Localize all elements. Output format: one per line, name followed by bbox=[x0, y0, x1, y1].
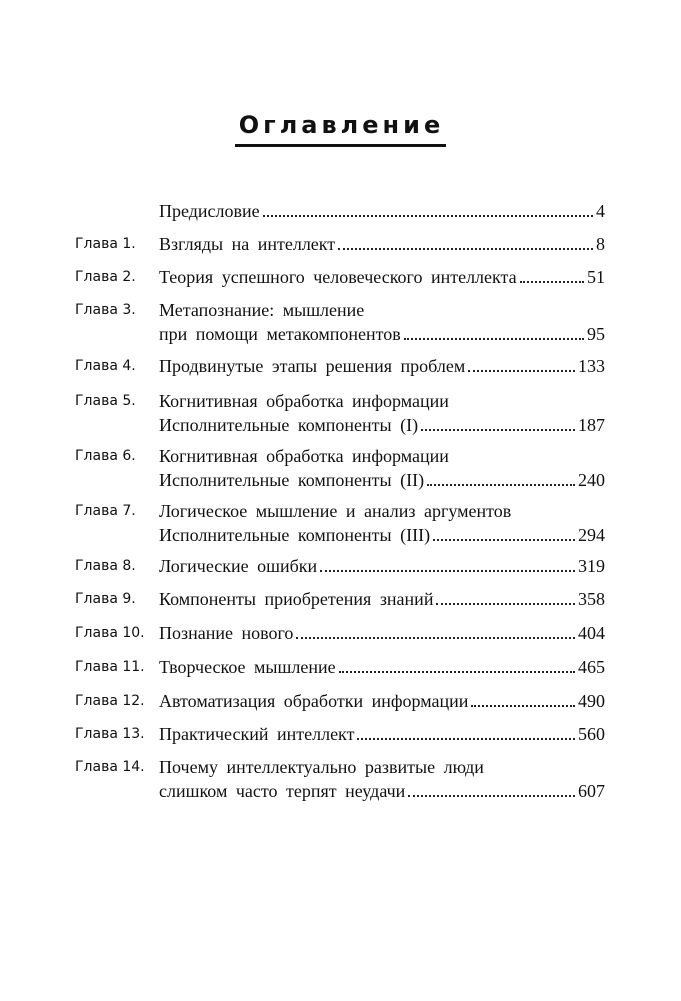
toc-line-with-page bbox=[159, 412, 605, 438]
dot-leader bbox=[263, 198, 593, 224]
toc-chapter-number: Глава 5. bbox=[75, 393, 136, 409]
toc-page-number: 560 bbox=[578, 724, 605, 744]
toc-entry-title: Теория успешного человеческого интеллекта bbox=[159, 267, 517, 287]
toc-line bbox=[159, 388, 605, 414]
toc-line-with-page bbox=[159, 654, 605, 680]
dot-leader bbox=[468, 353, 575, 379]
toc-chapter-number: Глава 4. bbox=[75, 358, 136, 374]
toc-page-number: 187 bbox=[578, 415, 605, 435]
toc-entry-title: слишком часто терпят неудачи bbox=[159, 781, 406, 801]
toc-entry-title: Практический интеллект bbox=[159, 724, 355, 744]
toc-page-number: 240 bbox=[578, 470, 605, 490]
toc-page-number: 133 bbox=[578, 356, 605, 376]
toc-entry-title: Логические ошибки bbox=[159, 556, 318, 576]
dot-leader bbox=[427, 467, 575, 493]
toc-entry-title: Почему интеллектуально развитые люди bbox=[159, 757, 484, 777]
toc-chapter-number: Глава 2. bbox=[75, 269, 136, 285]
toc-line bbox=[159, 754, 605, 780]
dot-leader bbox=[357, 721, 575, 747]
toc-line bbox=[159, 443, 605, 469]
toc-page-number: 358 bbox=[578, 589, 605, 609]
dot-leader bbox=[471, 688, 575, 714]
dot-leader bbox=[338, 231, 593, 257]
toc-line-with-page bbox=[159, 198, 605, 224]
toc-line-with-page bbox=[159, 778, 605, 804]
toc-chapter-number: Глава 12. bbox=[75, 693, 145, 709]
dot-leader bbox=[436, 586, 575, 612]
toc-entry-title: Автоматизация обработки информации bbox=[159, 691, 469, 711]
page-title-text: Оглавление bbox=[235, 108, 446, 147]
dot-leader bbox=[408, 778, 575, 804]
toc-line-with-page bbox=[159, 231, 605, 257]
toc-line-with-page bbox=[159, 522, 605, 548]
toc-chapter-number: Глава 9. bbox=[75, 591, 136, 607]
toc-line-with-page bbox=[159, 321, 605, 347]
toc-line-with-page bbox=[159, 353, 605, 379]
toc-entry-title: Исполнительные компоненты (II) bbox=[159, 470, 425, 490]
dot-leader bbox=[421, 412, 575, 438]
toc-entry-title: Исполнительные компоненты (III) bbox=[159, 525, 431, 545]
toc-entry-title: Метапознание: мышление bbox=[159, 300, 365, 320]
toc-chapter-number: Глава 1. bbox=[75, 236, 136, 252]
toc-page-number: 404 bbox=[578, 623, 605, 643]
toc-chapter-number: Глава 10. bbox=[75, 625, 145, 641]
toc-page-number: 319 bbox=[578, 556, 605, 576]
toc-page-number: 4 bbox=[596, 201, 605, 221]
toc-chapter-number: Глава 6. bbox=[75, 448, 136, 464]
toc-page-number: 51 bbox=[587, 267, 605, 287]
dot-leader bbox=[404, 321, 584, 347]
toc-line bbox=[159, 498, 605, 524]
page-title bbox=[0, 108, 681, 147]
toc-entry-title: Когнитивная обработка информации bbox=[159, 446, 449, 466]
toc-chapter-number: Глава 3. bbox=[75, 302, 136, 318]
toc-chapter-number: Глава 14. bbox=[75, 759, 145, 775]
toc-entry-title: Продвинутые этапы решения проблем bbox=[159, 356, 466, 376]
toc-page-number: 8 bbox=[596, 234, 605, 254]
toc-line-with-page bbox=[159, 586, 605, 612]
toc-page-number: 465 bbox=[578, 657, 605, 677]
toc-chapter-number: Глава 7. bbox=[75, 503, 136, 519]
dot-leader bbox=[339, 654, 575, 680]
toc-line-with-page bbox=[159, 264, 605, 290]
toc-entry-title: Логическое мышление и анализ аргументов bbox=[159, 501, 512, 521]
toc-entry-title: Взгляды на интеллект bbox=[159, 234, 336, 254]
toc-line-with-page bbox=[159, 721, 605, 747]
dot-leader bbox=[520, 264, 584, 290]
toc-chapter-number: Глава 11. bbox=[75, 659, 145, 675]
dot-leader bbox=[433, 522, 575, 548]
toc-chapter-number: Глава 13. bbox=[75, 726, 145, 742]
toc-entry-title: Компоненты приобретения знаний bbox=[159, 589, 434, 609]
toc-entry-title: Предисловие bbox=[159, 201, 260, 221]
toc-entry-title: Когнитивная обработка информации bbox=[159, 391, 449, 411]
dot-leader bbox=[296, 620, 575, 646]
toc-line-with-page bbox=[159, 620, 605, 646]
dot-leader bbox=[320, 553, 575, 579]
toc-entry-title: Творческое мышление bbox=[159, 657, 336, 677]
toc-entry-title: Исполнительные компоненты (I) bbox=[159, 415, 419, 435]
toc-chapter-number: Глава 8. bbox=[75, 558, 136, 574]
toc-line-with-page bbox=[159, 688, 605, 714]
toc-entry-title: при помощи метакомпонентов bbox=[159, 324, 401, 344]
toc-line-with-page bbox=[159, 467, 605, 493]
toc-page-number: 95 bbox=[587, 324, 605, 344]
toc-page-number: 607 bbox=[578, 781, 605, 801]
toc-page-number: 490 bbox=[578, 691, 605, 711]
toc-line bbox=[159, 297, 605, 323]
toc-line-with-page bbox=[159, 553, 605, 579]
toc-page-number: 294 bbox=[578, 525, 605, 545]
toc-entry-title: Познание нового bbox=[159, 623, 294, 643]
